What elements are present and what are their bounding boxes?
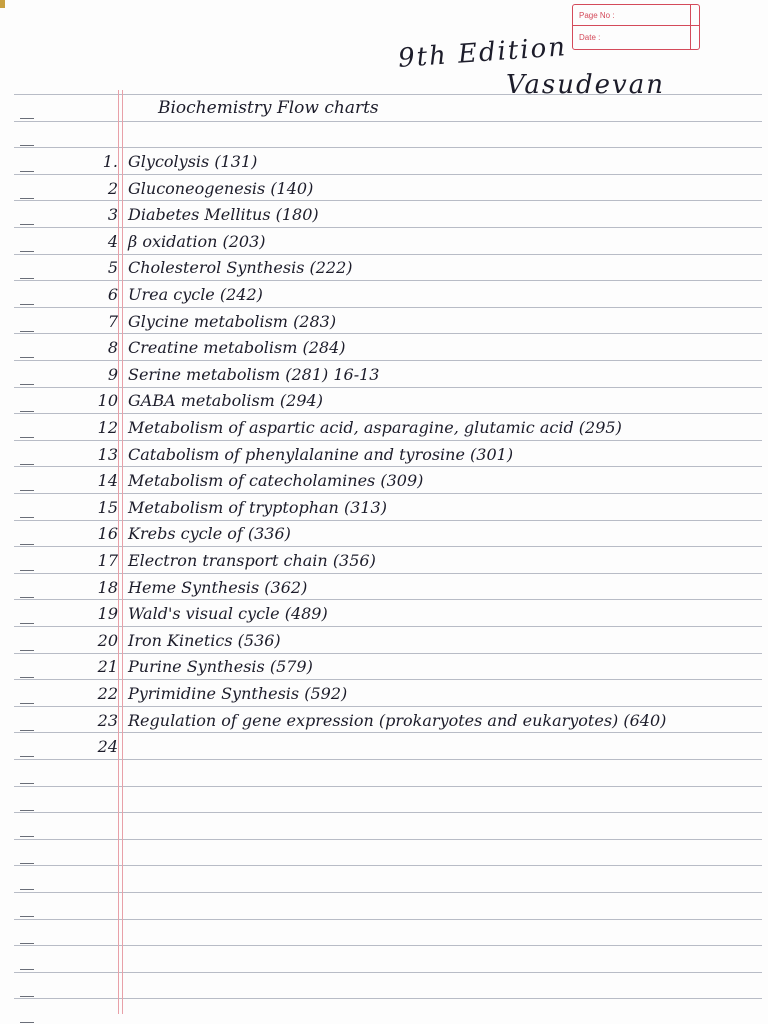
corner-mark	[0, 0, 5, 8]
list-item-text: Krebs cycle of (336)	[128, 524, 291, 543]
margin-tick	[20, 464, 34, 465]
margin-tick	[20, 996, 34, 997]
ruled-line	[14, 892, 762, 893]
list-item-number: 19	[97, 604, 118, 623]
margin-tick	[20, 756, 34, 757]
margin-tick	[20, 969, 34, 970]
ruled-line	[14, 200, 762, 201]
list-item-text: Metabolism of tryptophan (313)	[128, 498, 387, 517]
list-item-number: 17	[97, 551, 118, 570]
ruled-line	[14, 573, 762, 574]
list-item-number: 6	[107, 285, 118, 304]
stamp-divider	[690, 5, 691, 49]
margin-tick	[20, 836, 34, 837]
ruled-line	[14, 254, 762, 255]
ruled-line	[14, 759, 762, 760]
margin-tick	[20, 171, 34, 172]
margin-tick	[20, 703, 34, 704]
list-item-number: 1.	[102, 152, 118, 171]
list-item-text: Iron Kinetics (536)	[128, 631, 281, 650]
margin-tick	[20, 384, 34, 385]
list-item-number: 9	[107, 365, 118, 384]
margin-tick	[20, 730, 34, 731]
ruled-line	[14, 599, 762, 600]
edition-note: 9th Edition	[397, 32, 568, 74]
ruled-line	[14, 919, 762, 920]
list-item-text: Urea cycle (242)	[128, 285, 263, 304]
ruled-line	[14, 466, 762, 467]
ruled-line	[14, 812, 762, 813]
list-item-number: 16	[97, 524, 118, 543]
list-item-text: Electron transport chain (356)	[128, 551, 376, 570]
ruled-line	[14, 546, 762, 547]
ruled-line	[14, 706, 762, 707]
list-item-text: Glycolysis (131)	[128, 152, 258, 171]
margin-tick	[20, 916, 34, 917]
ruled-line	[14, 679, 762, 680]
ruled-line	[14, 307, 762, 308]
list-item-number: 15	[97, 498, 118, 517]
margin-tick	[20, 889, 34, 890]
author-note: Vasudevan	[506, 70, 665, 100]
ruled-line	[14, 333, 762, 334]
list-item-text: Metabolism of catecholamines (309)	[128, 471, 424, 490]
list-item-text: Regulation of gene expression (prokaryotes and eukaryotes) (640)	[128, 711, 667, 730]
list-item-text: Catabolism of phenylalanine and tyrosine (301)	[128, 445, 514, 464]
list-item-text: Purine Synthesis (579)	[128, 657, 313, 676]
list-item-text: Pyrimidine Synthesis (592)	[128, 684, 348, 703]
margin-tick	[20, 437, 34, 438]
list-item-text: β oxidation (203)	[128, 232, 266, 251]
list-item-number: 20	[97, 631, 118, 650]
margin-tick	[20, 570, 34, 571]
list-item-number: 18	[97, 578, 118, 597]
ruled-line	[14, 227, 762, 228]
margin-tick	[20, 783, 34, 784]
list-item-number: 24	[97, 737, 118, 756]
list-item-text: Cholesterol Synthesis (222)	[128, 258, 353, 277]
list-item-number: 22	[97, 684, 118, 703]
date-label: Date :	[579, 33, 601, 42]
margin-tick	[20, 251, 34, 252]
list-item-number: 13	[97, 445, 118, 464]
ruled-line	[14, 972, 762, 973]
page-no-label: Page No :	[573, 5, 699, 26]
ruled-line	[14, 493, 762, 494]
margin-tick	[20, 623, 34, 624]
margin-tick	[20, 331, 34, 332]
margin-tick	[20, 198, 34, 199]
ruled-line	[14, 147, 762, 148]
list-item-number: 3	[107, 205, 118, 224]
margin-tick	[20, 1022, 34, 1023]
list-item-number: 8	[107, 338, 118, 357]
ruled-line	[14, 653, 762, 654]
margin-tick	[20, 863, 34, 864]
list-item-number: 7	[107, 312, 118, 331]
list-item-text: Serine metabolism (281) 16-13	[128, 365, 380, 384]
margin-tick	[20, 357, 34, 358]
ruled-line	[14, 998, 762, 999]
margin-tick	[20, 224, 34, 225]
ruled-line	[14, 786, 762, 787]
margin-tick	[20, 517, 34, 518]
list-item-number: 2	[107, 179, 118, 198]
ruled-line	[14, 174, 762, 175]
margin-tick	[20, 118, 34, 119]
ruled-line	[14, 732, 762, 733]
list-item-text: Wald's visual cycle (489)	[128, 604, 328, 623]
ruled-line	[14, 413, 762, 414]
list-item-text: Glycine metabolism (283)	[128, 312, 337, 331]
ruled-line	[14, 865, 762, 866]
list-item-number: 14	[97, 471, 118, 490]
list-item-number: 23	[97, 711, 118, 730]
list-item-number: 21	[97, 657, 118, 676]
list-item-text: GABA metabolism (294)	[128, 391, 323, 410]
margin-tick	[20, 145, 34, 146]
page-date-stamp	[572, 4, 700, 50]
list-item-text: Gluconeogenesis (140)	[128, 179, 314, 198]
margin-tick	[20, 943, 34, 944]
ruled-line	[14, 626, 762, 627]
margin-tick	[20, 278, 34, 279]
margin-tick	[20, 810, 34, 811]
list-item-text: Metabolism of aspartic acid, asparagine, glutamic acid (295)	[128, 418, 622, 437]
ruled-line	[14, 360, 762, 361]
margin-tick	[20, 544, 34, 545]
ruled-line	[14, 839, 762, 840]
ruled-line	[14, 387, 762, 388]
list-item-text: Diabetes Mellitus (180)	[128, 205, 319, 224]
list-item-number: 10	[97, 391, 118, 410]
ruled-line	[14, 520, 762, 521]
margin-tick	[20, 650, 34, 651]
list-item-number: 12	[97, 418, 118, 437]
page-title: Biochemistry Flow charts	[158, 98, 379, 118]
margin-tick	[20, 490, 34, 491]
margin-line	[118, 90, 119, 1014]
margin-tick	[20, 597, 34, 598]
list-item-text: Creatine metabolism (284)	[128, 338, 346, 357]
list-item-number: 5	[107, 258, 118, 277]
list-item-number: 4	[107, 232, 118, 251]
ruled-line	[14, 280, 762, 281]
ruled-line	[14, 440, 762, 441]
ruled-line	[14, 945, 762, 946]
margin-tick	[20, 677, 34, 678]
margin-tick	[20, 411, 34, 412]
ruled-line	[14, 121, 762, 122]
list-item-text: Heme Synthesis (362)	[128, 578, 308, 597]
margin-line	[122, 90, 123, 1014]
margin-tick	[20, 304, 34, 305]
